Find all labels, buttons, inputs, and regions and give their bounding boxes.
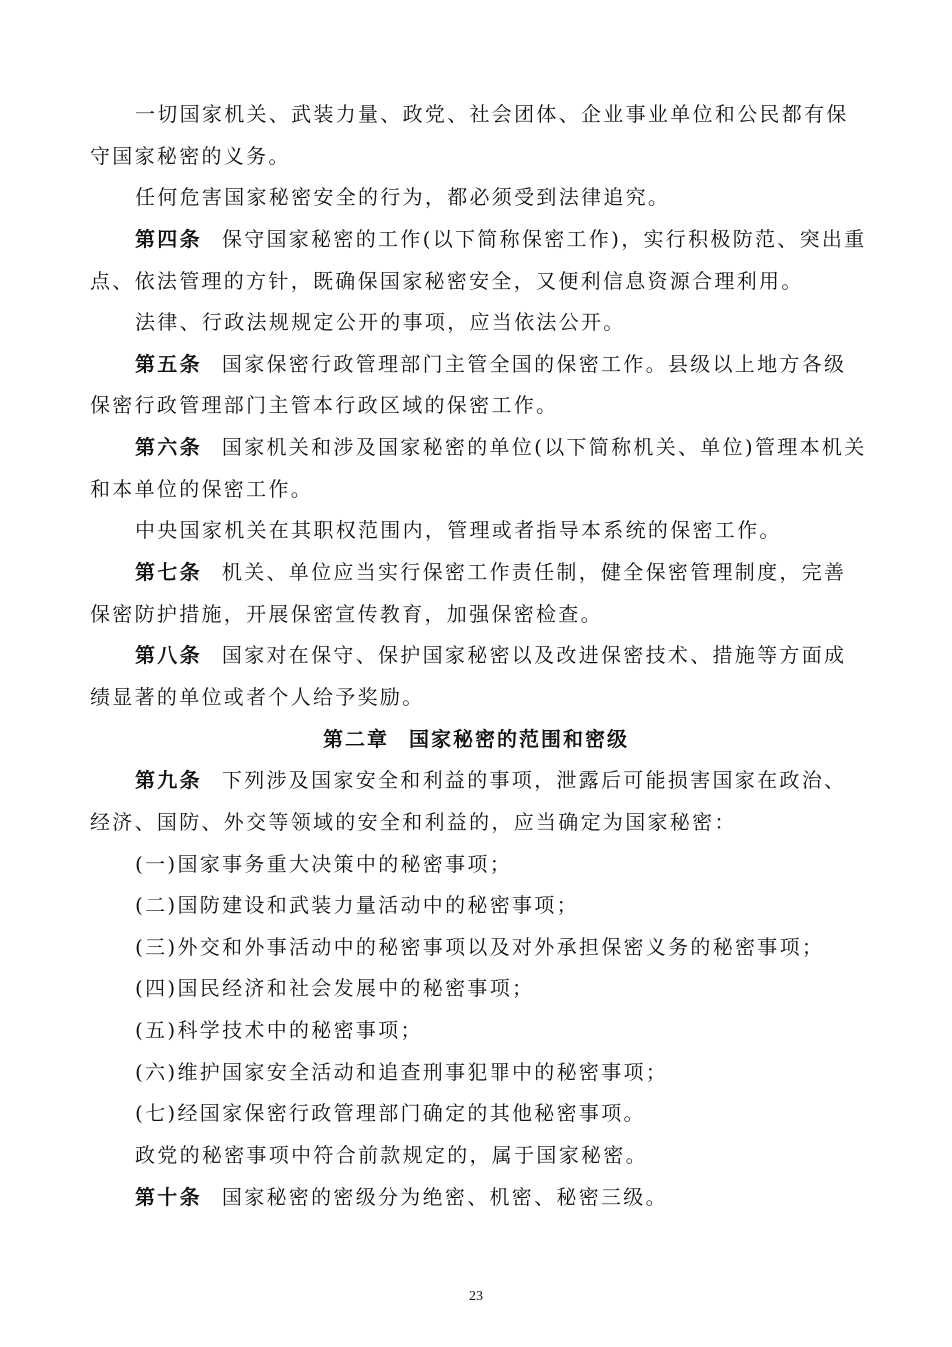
- article-paragraph: [90, 427, 867, 510]
- article-first-line: [90, 427, 867, 469]
- text-line: 保密行政管理部门主管本行政区域的保密工作。: [90, 393, 559, 418]
- text-line: 政党的秘密事项中符合前款规定的，属于国家秘密。: [135, 1143, 648, 1168]
- text-line: 守国家秘密的义务。: [90, 143, 291, 168]
- article-text: 保守国家秘密的工作(以下简称保密工作)，实行积极防范、突出重: [221, 226, 867, 251]
- article-text: 下列涉及国家安全和利益的事项，泄露后可能损害国家在政治、: [221, 768, 847, 793]
- article-number: 第十条: [135, 1184, 202, 1209]
- article-first-line: [90, 344, 862, 386]
- list-item: (四)国民经济和社会发展中的秘密事项；: [135, 976, 535, 1001]
- paragraph: [90, 94, 862, 177]
- article-text: 国家秘密的密级分为绝密、机密、秘密三级。: [221, 1184, 668, 1209]
- article-first-line: [90, 760, 862, 802]
- text-line: 保密防护措施，开展保密宣传教育，加强保密检查。: [90, 601, 603, 626]
- chapter-number: 第二章: [323, 726, 389, 751]
- list-item: (五)科学技术中的秘密事项；: [135, 1018, 423, 1043]
- paragraph: [90, 177, 862, 219]
- article-first-line: [90, 1177, 862, 1219]
- text-line: 中央国家机关在其职权范围内，管理或者指导本系统的保密工作。: [135, 518, 782, 543]
- document-body: [90, 94, 867, 1218]
- article-first-line: [90, 219, 867, 261]
- list-item: (一)国家事务重大决策中的秘密事项；: [135, 851, 513, 876]
- article-text: 国家机关和涉及国家秘密的单位(以下简称机关、单位)管理本机关: [221, 435, 867, 460]
- page-number: 23: [469, 1289, 483, 1304]
- text-line: 法律、行政法规规定公开的事项，应当依法公开。: [135, 310, 626, 335]
- text-line: 和本单位的保密工作。: [90, 476, 313, 501]
- paragraph: [90, 302, 862, 344]
- text-line: 点、依法管理的方针，既确保国家秘密安全，又便利信息资源合理利用。: [90, 268, 804, 293]
- list-item: (六)维护国家安全活动和追查刑事犯罪中的秘密事项；: [135, 1059, 669, 1084]
- article-paragraph: [90, 635, 862, 718]
- text-line: 任何危害国家秘密安全的行为，都必须受到法律追究。: [135, 185, 671, 210]
- text-line: 经济、国防、外交等领域的安全和利益的，应当确定为国家秘密：: [90, 809, 737, 834]
- text-line: 绩显著的单位或者个人给予奖励。: [90, 684, 425, 709]
- article-number: 第四条: [135, 226, 202, 251]
- article-first-line: [90, 635, 862, 677]
- paragraph: [90, 1135, 862, 1177]
- article-number: 第五条: [135, 351, 202, 376]
- list-item: (三)外交和外事活动中的秘密事项以及对外承担保密义务的秘密事项；: [135, 934, 825, 959]
- article-paragraph: [90, 1177, 862, 1219]
- article-text: 国家对在保守、保护国家秘密以及改进保密技术、措施等方面成: [221, 643, 847, 668]
- article-paragraph: [90, 219, 867, 302]
- article-text: 机关、单位应当实行保密工作责任制，健全保密管理制度，完善: [221, 560, 847, 585]
- article-paragraph: [90, 552, 862, 635]
- article-text: 国家保密行政管理部门主管全国的保密工作。县级以上地方各级: [221, 351, 847, 376]
- article-paragraph: [90, 344, 862, 427]
- article-number: 第九条: [135, 768, 202, 793]
- article-first-line: [90, 552, 862, 594]
- list-item: (七)经国家保密行政管理部门确定的其他秘密事项。: [135, 1101, 646, 1126]
- text-line: 一切国家机关、武装力量、政党、社会团体、企业事业单位和公民都有保: [135, 102, 849, 126]
- paragraph: [90, 510, 862, 552]
- article-number: 第八条: [135, 643, 202, 668]
- chapter-heading: [90, 719, 862, 761]
- list-item: (二)国防建设和武装力量活动中的秘密事项；: [135, 893, 579, 918]
- article-number: 第七条: [135, 560, 202, 585]
- article-number: 第六条: [135, 435, 202, 460]
- chapter-title: 国家秘密的范围和密级: [409, 726, 629, 751]
- article-paragraph: [90, 760, 862, 843]
